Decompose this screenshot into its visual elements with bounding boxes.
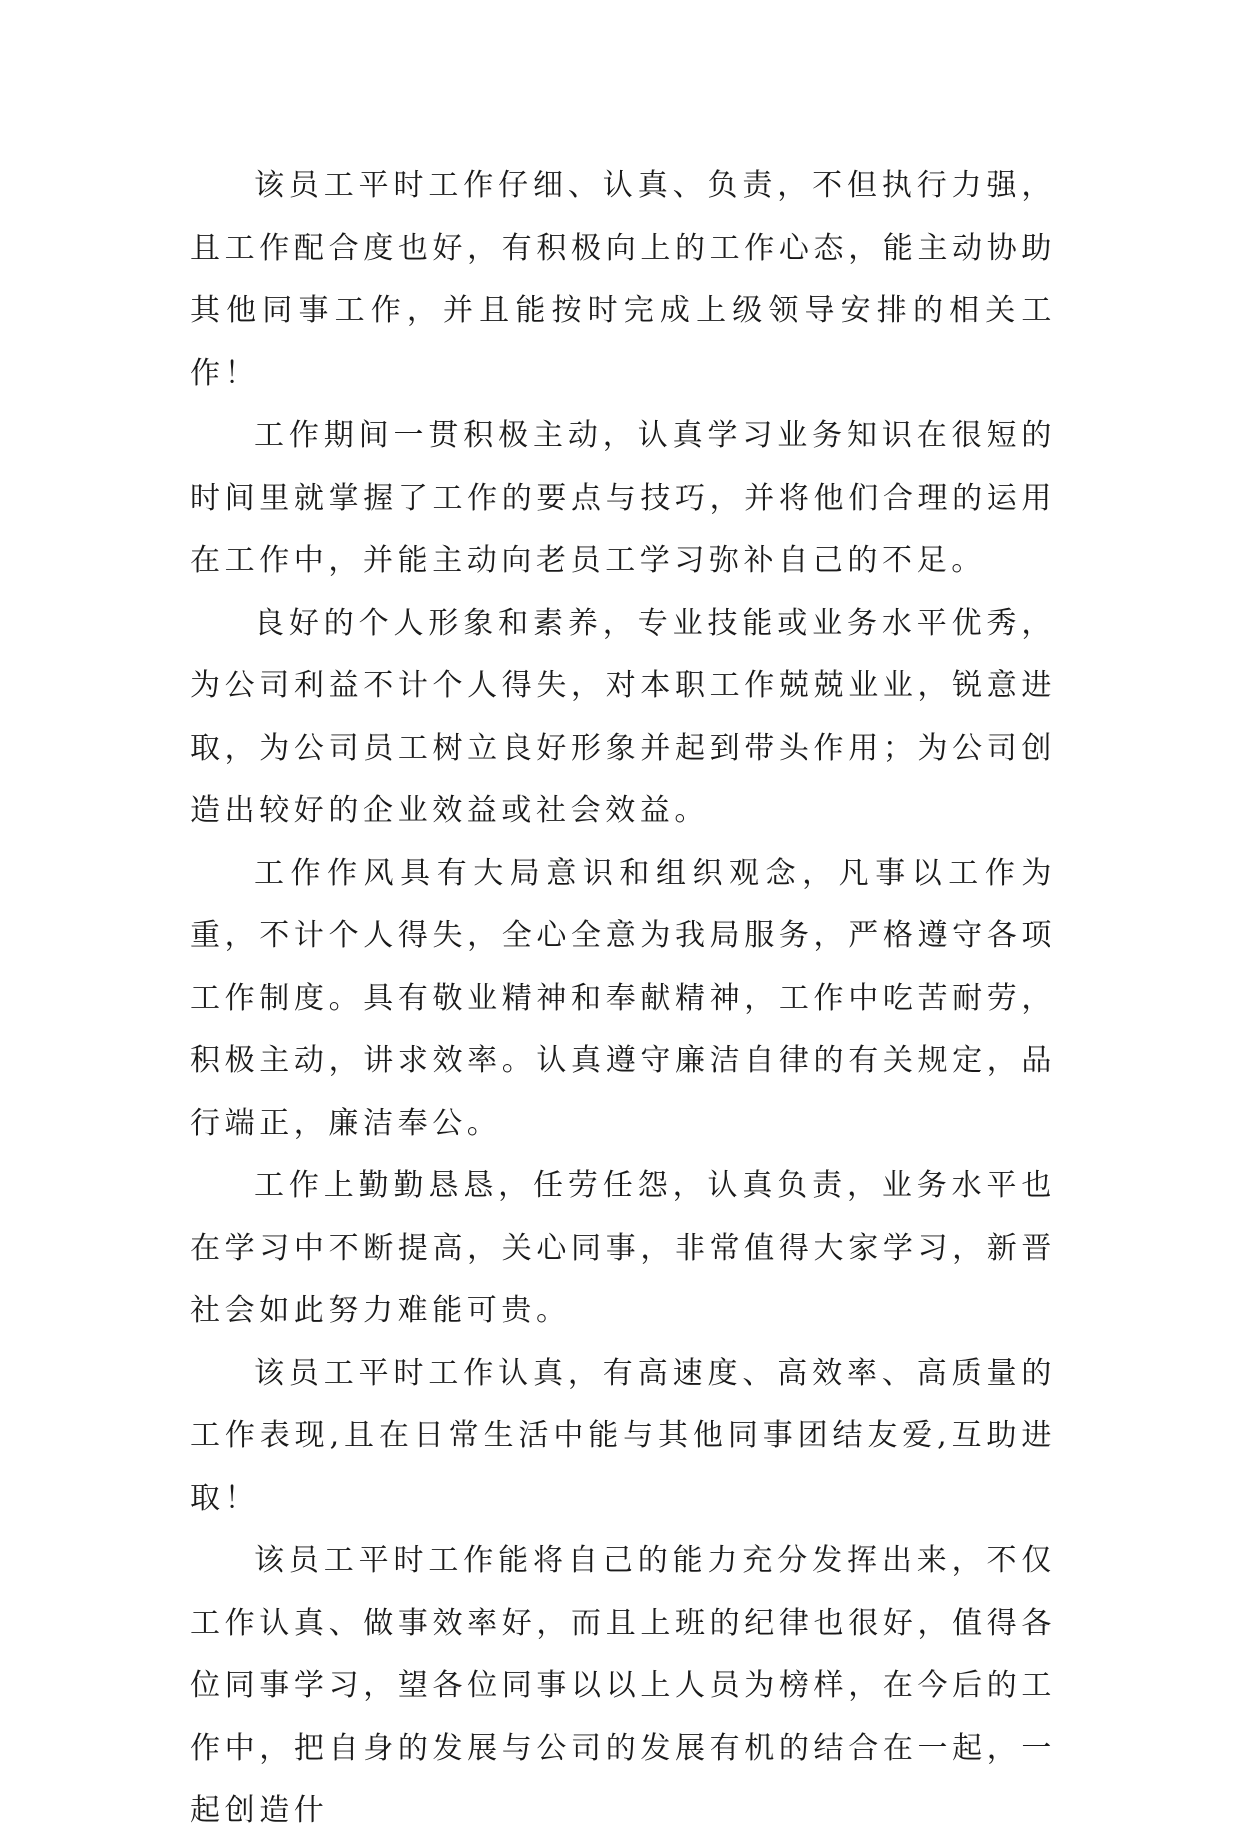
paragraph-7: 该员工平时工作能将自己的能力充分发挥出来，不仅工作认真、做事效率好，而且上班的纪律也很好，值得各位同事学习，望各位同事以以上人员为榜样，在今后的工作中，把自身的发展与公司的发展有机的结合在一起，一起创造什 <box>190 1543 1056 1828</box>
paragraph-2: 工作期间一贯积极主动，认真学习业务知识在很短的时间里就掌握了工作的要点与技巧，并将他们合理的运用在工作中，并能主动向老员工学习弥补自己的不足。 <box>190 418 1056 578</box>
paragraph-4: 工作作风具有大局意识和组织观念，凡事以工作为重，不计个人得失，全心全意为我局服务，严格遵守各项工作制度。具有敬业精神和奉献精神，工作中吃苦耐劳，积极主动，讲求效率。认真遵守廉洁自律的有关规定，品行端正，廉洁奉公。 <box>190 855 1056 1141</box>
document-body <box>190 155 1056 1843</box>
paragraph-5: 工作上勤勤恳恳，任劳任怨，认真负责，业务水平也在学习中不断提高，关心同事，非常值得大家学习，新晋社会如此努力难能可贵。 <box>190 1168 1056 1328</box>
paragraph-1: 该员工平时工作仔细、认真、负责，不但执行力强，且工作配合度也好，有积极向上的工作心态，能主动协助其他同事工作，并且能按时完成上级领导安排的相关工作！ <box>190 168 1056 391</box>
paragraph-6: 该员工平时工作认真，有高速度、高效率、高质量的工作表现,且在日常生活中能与其他同事团结友爱,互助进取！ <box>190 1355 1056 1516</box>
paragraph-3: 良好的个人形象和素养，专业技能或业务水平优秀，为公司利益不计个人得失，对本职工作兢兢业业，锐意进取，为公司员工树立良好形象并起到带头作用；为公司创造出较好的企业效益或社会效益。 <box>190 605 1056 828</box>
